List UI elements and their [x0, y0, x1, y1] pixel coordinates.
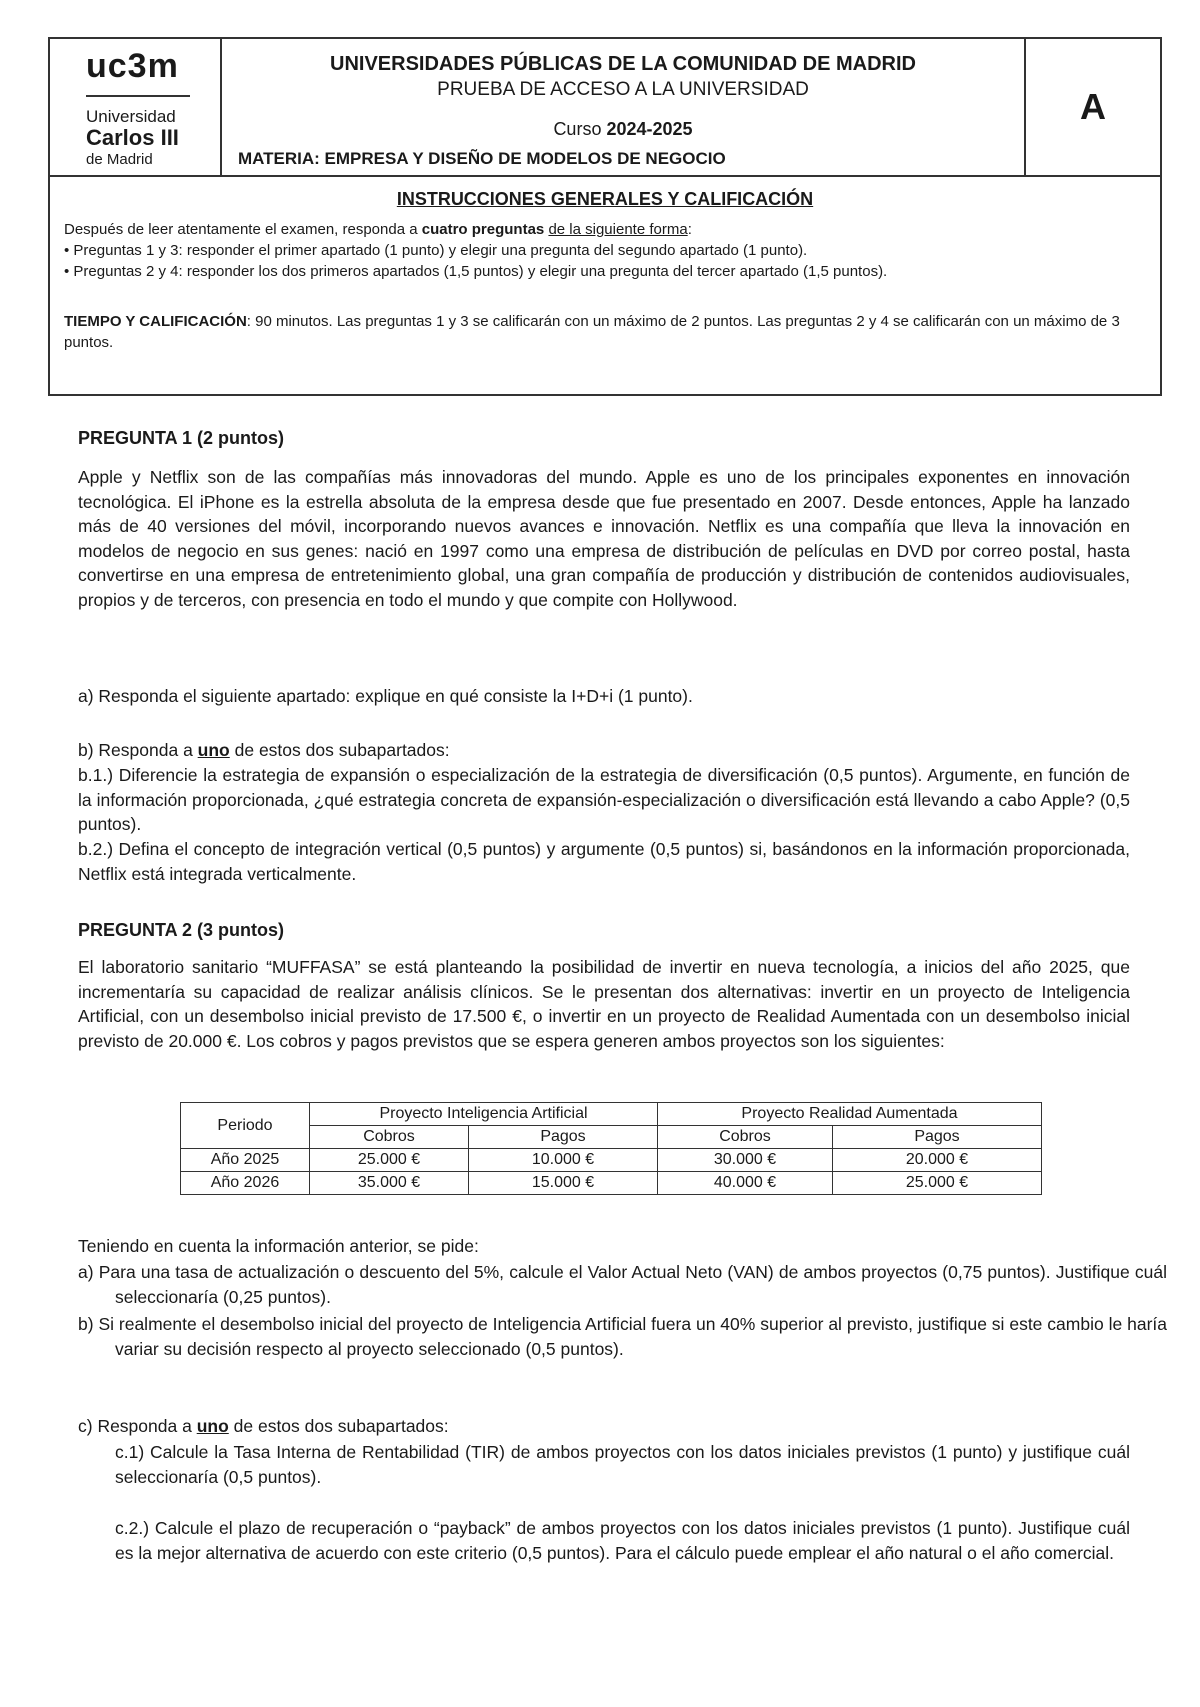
- p2-pagos-header: Pagos: [833, 1126, 1042, 1149]
- question-2-lead: Teniendo en cuenta la información anterior, se pide:: [78, 1236, 479, 1256]
- q1-b-uno: uno: [197, 740, 230, 760]
- question-1-b: [78, 738, 1130, 763]
- question-2-c: [78, 1414, 1130, 1439]
- q1-b-pre: b) Responda a: [78, 740, 198, 760]
- exam-title: PRUEBA DE ACCESO A LA UNIVERSIDAD: [437, 79, 809, 100]
- intro-underline: de la siguiente forma: [548, 221, 688, 238]
- p1-cobros-header: Cobros: [310, 1126, 469, 1149]
- row-p1-pagos: 10.000 €: [469, 1149, 658, 1172]
- question-2-title: PREGUNTA 2 (3 puntos): [78, 920, 284, 940]
- intro-bold: cuatro preguntas: [421, 221, 545, 238]
- exam-version-cell: [1026, 39, 1160, 175]
- instructions-time: [64, 311, 1144, 353]
- question-1-b2: b.2.) Defina el concepto de integración vertical (0,5 puntos) y argumente (0,5 puntos) si, basándonos en la información proporcionada, Netflix está integrada verticalmente.: [78, 839, 1130, 884]
- logo-line-1: Universidad: [86, 107, 176, 126]
- logo-line-2: Carlos III: [86, 125, 179, 150]
- question-2-text: El laboratorio sanitario “MUFFASA” se está planteando la posibilidad de invertir en nueva tecnología, a inicios del año 2025, que incrementaría su capacidad de realizar análisis clínicos. Se le presentan dos alternativas: invertir en un proyecto de Inteligencia Artificial, con un desembolso inicial previsto de 17.500 €, o invertir en un proyecto de Realidad Aumentada con un desembolso inicial previsto de 20.000 €. Los cobros y pagos previstos que se espera generen ambos proyectos son los siguientes:: [78, 957, 1130, 1051]
- row-p1-cobros: 25.000 €: [310, 1149, 469, 1172]
- question-2-b: b) Si realmente el desembolso inicial del proyecto de Inteligencia Artificial fuera un 40% superior al previsto, justifique si este cambio le haría variar su decisión respecto al proyecto seleccionado (0,5 puntos).: [78, 1314, 1167, 1359]
- period-header: Periodo: [181, 1103, 310, 1149]
- q2-c-uno: uno: [196, 1416, 229, 1436]
- question-1-title: PREGUNTA 1 (2 puntos): [78, 428, 284, 448]
- logo-line-3: de Madrid: [86, 151, 153, 168]
- time-text: : 90 minutos. Las preguntas 1 y 3 se calificarán con un máximo de 2 puntos. Las preguntas 2 y 4 se calificarán con un máximo de 3 puntos.: [64, 313, 1120, 351]
- instructions-title: INSTRUCCIONES GENERALES Y CALIFICACIÓN: [396, 189, 814, 209]
- exam-header: [48, 37, 1162, 396]
- p1-pagos-header: Pagos: [469, 1126, 658, 1149]
- table-row: [181, 1149, 1042, 1172]
- question-1-a: a) Responda el siguiente apartado: explique en qué consiste la I+D+i (1 punto).: [78, 686, 693, 706]
- table-row: [181, 1172, 1042, 1195]
- row-period: Año 2026: [181, 1172, 310, 1195]
- header-top-row: [50, 39, 1160, 177]
- university-title: UNIVERSIDADES PÚBLICAS DE LA COMUNIDAD DE MADRID: [330, 53, 916, 75]
- row-p2-cobros: 30.000 €: [658, 1149, 833, 1172]
- row-p2-cobros: 40.000 €: [658, 1172, 833, 1195]
- instructions-intro: [64, 219, 1144, 240]
- p2-cobros-header: Cobros: [658, 1126, 833, 1149]
- question-2-c1: c.1) Calcule la Tasa Interna de Rentabilidad (TIR) de ambos proyectos con los datos iniciales previstos (1 punto) y justifique cuál seleccionaría (0,5 puntos).: [115, 1442, 1130, 1487]
- logo-text: uc3m: [86, 47, 179, 85]
- q2-c-pre: c) Responda a: [78, 1416, 197, 1436]
- exam-version: A: [1080, 86, 1106, 127]
- logo-divider: [86, 95, 190, 97]
- course-label: [222, 119, 1024, 140]
- time-label: TIEMPO Y CALIFICACIÓN: [64, 313, 247, 330]
- table-subheader-row: [181, 1126, 1042, 1149]
- project-1-header: Proyecto Inteligencia Artificial: [310, 1103, 658, 1126]
- question-2-a: a) Para una tasa de actualización o descuento del 5%, calcule el Valor Actual Neto (VAN) de ambos proyectos (0,75 puntos). Justifique cuál seleccionaría (0,25 puntos).: [78, 1262, 1167, 1307]
- intro-text-1: Después de leer atentamente el examen, responda a: [64, 221, 422, 238]
- intro-text-3: :: [687, 221, 692, 238]
- cash-flow-table: [180, 1102, 1042, 1195]
- row-p2-pagos: 20.000 €: [833, 1149, 1042, 1172]
- table-header-row: [181, 1103, 1042, 1126]
- course-prefix: Curso: [553, 119, 607, 139]
- q2-c-post: de estos dos subapartados:: [228, 1416, 449, 1436]
- row-p1-pagos: 15.000 €: [469, 1172, 658, 1195]
- question-1-text: Apple y Netflix son de las compañías más innovadoras del mundo. Apple es uno de los principales exponentes en innovación tecnológica. El iPhone es la estrella absoluta de la empresa desde que fue presentado en 2007. Desde entonces, Apple ha lanzado más de 40 versiones del móvil, incorporando nuevos avances e innovación. Netflix es una compañía que lleva la innovación en modelos de negocio en sus genes: nació en 1997 como una empresa de distribución de películas en DVD por correo postal, hasta convertirse en una empresa de entretenimiento global, una gran compañía de producción y distribución de contenidos audiovisuales, propios y de terceros, con presencia en todo el mundo y que compite con Hollywood.: [78, 467, 1130, 610]
- question-1-b1: b.1.) Diferencie la estrategia de expansión o especialización de la estrategia de diversificación (0,5 puntos). Argumente, en función de la información proporcionada, ¿qué estrategia concreta de expansión-especialización o diversificación está llevando a cabo Apple? (0,5 puntos).: [78, 765, 1130, 834]
- course-year: 2024-2025: [606, 119, 693, 139]
- row-p1-cobros: 35.000 €: [310, 1172, 469, 1195]
- row-p2-pagos: 25.000 €: [833, 1172, 1042, 1195]
- project-2-header: Proyecto Realidad Aumentada: [658, 1103, 1042, 1126]
- question-2-c2: c.2.) Calcule el plazo de recuperación o “payback” de ambos proyectos con los datos iniciales previstos (1 punto). Justifique cuál es la mejor alternativa de acuerdo con este criterio (0,5 puntos). Para el cálculo puede emplear el año natural o el año comercial.: [115, 1518, 1130, 1563]
- q1-b-post: de estos dos subapartados:: [229, 740, 450, 760]
- header-title-cell: [222, 39, 1026, 175]
- university-logo: [50, 39, 222, 175]
- instructions-bullet-2: • Preguntas 2 y 4: responder los dos primeros apartados (1,5 puntos) y elegir una pregunta del tercer apartado (1,5 puntos).: [64, 263, 888, 280]
- subject-label: MATERIA: EMPRESA Y DISEÑO DE MODELOS DE NEGOCIO: [238, 149, 726, 168]
- row-period: Año 2025: [181, 1149, 310, 1172]
- instructions-bullet-1: • Preguntas 1 y 3: responder el primer apartado (1 punto) y elegir una pregunta del segundo apartado (1 punto).: [64, 242, 808, 259]
